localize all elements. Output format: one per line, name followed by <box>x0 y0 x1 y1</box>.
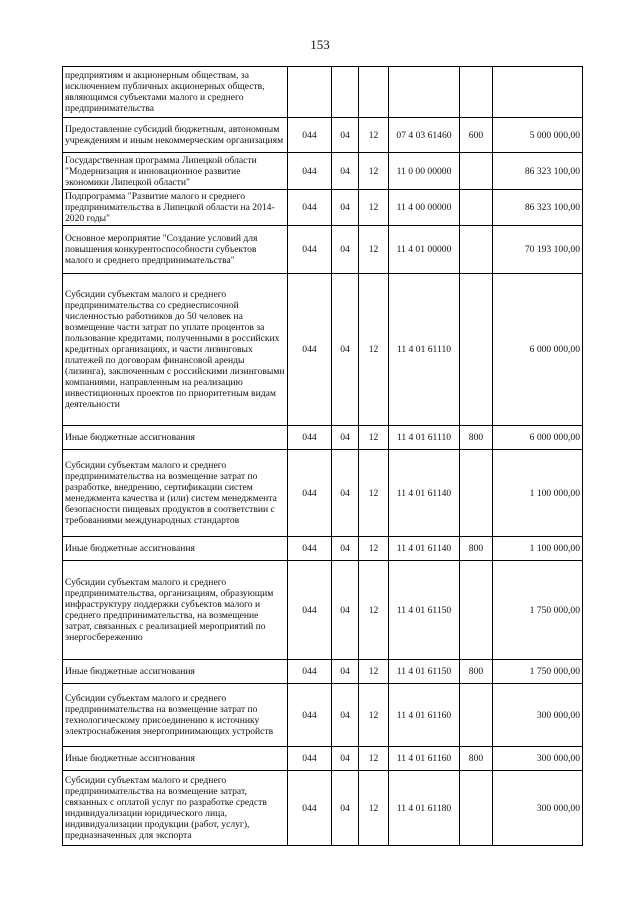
table-row <box>63 684 583 747</box>
table-row <box>63 771 583 846</box>
cell-description: Субсидии субъектам малого и среднего предпринимательства на возмещение затрат, связанных с оплатой услуг по разработке средств индивидуализации юридического лица, индивидуализации продукции (работ, услуг), предназначенных для экспорта <box>63 771 288 846</box>
cell-amount: 70 193 100,00 <box>493 226 583 274</box>
cell-target-article: 11 4 01 61140 <box>389 537 460 561</box>
cell-section: 04 <box>332 450 359 537</box>
page-number: 153 <box>310 37 330 52</box>
cell-subsection: 12 <box>359 684 389 747</box>
cell-subsection: 12 <box>359 153 389 190</box>
cell-description: Субсидии субъектам малого и среднего предпринимательства со среднесписочной численностью работников до 50 человек на возмещение части затрат по уплате процентов за пользование кредитами, полученными в российских кредитных организациях, и части лизинговых платежей по договорам финансовой аренды (лизинга), заключенным с российскими лизинговыми компаниями, направленным на реализацию инвестиционных проектов по приоритетным видам деятельности <box>63 274 288 426</box>
cell-amount: 300 000,00 <box>493 747 583 771</box>
cell-section <box>332 67 359 118</box>
cell-section: 04 <box>332 426 359 450</box>
cell-ministry-code: 044 <box>288 153 332 190</box>
cell-ministry-code: 044 <box>288 226 332 274</box>
cell-ministry-code: 044 <box>288 190 332 226</box>
cell-target-article: 11 4 01 61110 <box>389 274 460 426</box>
cell-description: Подпрограмма "Развитие малого и среднего предпринимательства в Липецкой области на 2014-2020 годы" <box>63 190 288 226</box>
cell-ministry-code: 044 <box>288 561 332 660</box>
cell-subsection: 12 <box>359 190 389 226</box>
cell-subsection: 12 <box>359 226 389 274</box>
cell-amount: 1 750 000,00 <box>493 660 583 684</box>
cell-ministry-code: 044 <box>288 660 332 684</box>
cell-section: 04 <box>332 561 359 660</box>
table-row <box>63 537 583 561</box>
cell-amount: 5 000 000,00 <box>493 118 583 153</box>
cell-subsection <box>359 67 389 118</box>
cell-expense-type <box>460 450 493 537</box>
cell-subsection: 12 <box>359 118 389 153</box>
cell-amount: 1 100 000,00 <box>493 537 583 561</box>
cell-target-article: 11 4 01 61150 <box>389 660 460 684</box>
cell-target-article: 11 4 01 61150 <box>389 561 460 660</box>
table-row <box>63 660 583 684</box>
cell-expense-type: 800 <box>460 537 493 561</box>
cell-expense-type <box>460 190 493 226</box>
cell-amount: 300 000,00 <box>493 684 583 747</box>
cell-ministry-code: 044 <box>288 274 332 426</box>
cell-subsection: 12 <box>359 426 389 450</box>
cell-description: Иные бюджетные ассигнования <box>63 426 288 450</box>
cell-ministry-code: 044 <box>288 450 332 537</box>
cell-expense-type <box>460 67 493 118</box>
cell-description: Субсидии субъектам малого и среднего предпринимательства, организациям, образующим инфраструктуру поддержки субъектов малого и среднего предпринимательства, на возмещение затрат, связанных с реализацией мероприятий по энергосбережению <box>63 561 288 660</box>
cell-target-article: 11 4 01 61160 <box>389 684 460 747</box>
table-row <box>63 67 583 118</box>
cell-amount: 300 000,00 <box>493 771 583 846</box>
table-row <box>63 450 583 537</box>
table-row <box>63 561 583 660</box>
cell-expense-type <box>460 561 493 660</box>
cell-subsection: 12 <box>359 450 389 537</box>
cell-ministry-code: 044 <box>288 684 332 747</box>
cell-subsection: 12 <box>359 660 389 684</box>
cell-expense-type: 600 <box>460 118 493 153</box>
cell-description: предприятиям и акционерным обществам, за исключением публичных акционерных обществ, являющимся субъектами малого и среднего предпринимательства <box>63 67 288 118</box>
cell-description: Иные бюджетные ассигнования <box>63 660 288 684</box>
cell-target-article: 11 4 01 61110 <box>389 426 460 450</box>
cell-target-article: 07 4 03 61460 <box>389 118 460 153</box>
cell-section: 04 <box>332 537 359 561</box>
table-row <box>63 190 583 226</box>
cell-subsection: 12 <box>359 747 389 771</box>
cell-description: Субсидии субъектам малого и среднего предпринимательства на возмещение затрат по разработке, внедрению, сертификации систем менеджмента качества и (или) систем менеджмента безопасности пищевых продуктов в соответствии с требованиями международных стандартов <box>63 450 288 537</box>
cell-section: 04 <box>332 660 359 684</box>
table-row <box>63 118 583 153</box>
cell-amount: 86 323 100,00 <box>493 153 583 190</box>
cell-subsection: 12 <box>359 561 389 660</box>
cell-expense-type: 800 <box>460 747 493 771</box>
cell-section: 04 <box>332 771 359 846</box>
cell-amount: 1 750 000,00 <box>493 561 583 660</box>
cell-ministry-code <box>288 67 332 118</box>
cell-amount: 86 323 100,00 <box>493 190 583 226</box>
cell-target-article: 11 4 01 61180 <box>389 771 460 846</box>
cell-section: 04 <box>332 153 359 190</box>
cell-target-article: 11 4 01 61140 <box>389 450 460 537</box>
cell-expense-type <box>460 226 493 274</box>
cell-ministry-code: 044 <box>288 747 332 771</box>
cell-target-article <box>389 67 460 118</box>
cell-description: Субсидии субъектам малого и среднего предпринимательства на возмещение затрат по технологическому присоединению к источнику электроснабжения энергопринимающих устройств <box>63 684 288 747</box>
cell-expense-type: 800 <box>460 426 493 450</box>
cell-amount: 6 000 000,00 <box>493 426 583 450</box>
cell-expense-type <box>460 153 493 190</box>
table-row <box>63 274 583 426</box>
table-row <box>63 426 583 450</box>
cell-subsection: 12 <box>359 771 389 846</box>
cell-description: Основное мероприятие "Создание условий для повышения конкурентоспособности субъектов малого и среднего предпринимательства" <box>63 226 288 274</box>
cell-ministry-code: 044 <box>288 426 332 450</box>
cell-ministry-code: 044 <box>288 118 332 153</box>
cell-target-article: 11 4 00 00000 <box>389 190 460 226</box>
cell-section: 04 <box>332 118 359 153</box>
cell-expense-type <box>460 684 493 747</box>
cell-ministry-code: 044 <box>288 537 332 561</box>
cell-expense-type <box>460 274 493 426</box>
cell-target-article: 11 4 01 61160 <box>389 747 460 771</box>
cell-amount: 1 100 000,00 <box>493 450 583 537</box>
cell-amount: 6 000 000,00 <box>493 274 583 426</box>
cell-section: 04 <box>332 747 359 771</box>
cell-subsection: 12 <box>359 274 389 426</box>
cell-section: 04 <box>332 274 359 426</box>
table-row <box>63 226 583 274</box>
cell-subsection: 12 <box>359 537 389 561</box>
cell-description: Иные бюджетные ассигнования <box>63 537 288 561</box>
cell-section: 04 <box>332 684 359 747</box>
table-row <box>63 747 583 771</box>
cell-section: 04 <box>332 226 359 274</box>
cell-description: Предоставление субсидий бюджетным, автономным учреждениям и иным некоммерческим организациям <box>63 118 288 153</box>
cell-description: Иные бюджетные ассигнования <box>63 747 288 771</box>
cell-section: 04 <box>332 190 359 226</box>
cell-expense-type: 800 <box>460 660 493 684</box>
cell-expense-type <box>460 771 493 846</box>
budget-table <box>62 66 583 846</box>
table-row <box>63 153 583 190</box>
cell-amount <box>493 67 583 118</box>
cell-target-article: 11 0 00 00000 <box>389 153 460 190</box>
cell-ministry-code: 044 <box>288 771 332 846</box>
cell-description: Государственная программа Липецкой области "Модернизация и инновационное развитие экономики Липецкой области" <box>63 153 288 190</box>
cell-target-article: 11 4 01 00000 <box>389 226 460 274</box>
